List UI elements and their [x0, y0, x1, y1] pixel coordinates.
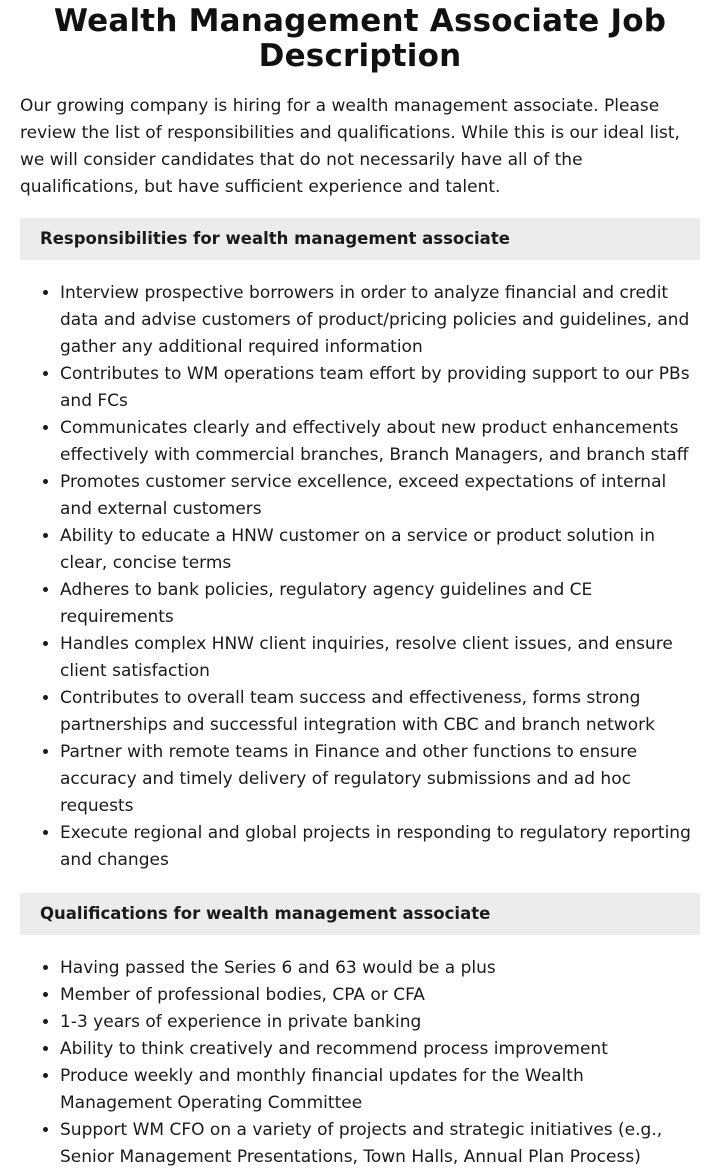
list-item: • Partner with remote teams in Finance and other functions to ensure accuracy and timely delivery of regulatory submissions and ad hoc requests	[60, 739, 700, 820]
list-item: • Contributes to WM operations team effort by providing support to our PBs and FCs	[60, 361, 700, 415]
responsibilities-heading: Responsibilities for wealth management associate	[20, 218, 700, 260]
intro-paragraph: Our growing company is hiring for a wealth management associate. Please review the list of responsibilities and qualifications. While this is our ideal list, we will consider candidates that do not necessarily have all of the qualifications, but have sufficient experience and talent.	[20, 96, 680, 197]
list-item: • Having passed the Series 6 and 63 would be a plus	[60, 955, 700, 982]
list-item: • Adheres to bank policies, regulatory agency guidelines and CE requirements	[60, 577, 700, 631]
qualifications-list	[20, 955, 700, 1171]
list-item: • Ability to educate a HNW customer on a service or product solution in clear, concise terms	[60, 523, 700, 577]
qualifications-heading: Qualifications for wealth management associate	[20, 893, 700, 935]
list-item: • 1-3 years of experience in private banking	[60, 1009, 700, 1036]
list-item: • Ability to think creatively and recommend process improvement	[60, 1036, 700, 1063]
list-item: • Contributes to overall team success and effectiveness, forms strong partnerships and successful integration with CBC and branch network	[60, 685, 700, 739]
list-item: • Promotes customer service excellence, exceed expectations of internal and external customers	[60, 469, 700, 523]
list-item: • Support WM CFO on a variety of projects and strategic initiatives (e.g., Senior Management Presentations, Town Halls, Annual Plan Process)	[60, 1117, 700, 1171]
list-item: • Execute regional and global projects in responding to regulatory reporting and changes	[60, 820, 700, 874]
list-item: • Produce weekly and monthly financial updates for the Wealth Management Operating Committee	[60, 1063, 700, 1117]
list-item: • Member of professional bodies, CPA or CFA	[60, 982, 700, 1009]
list-item: • Handles complex HNW client inquiries, resolve client issues, and ensure client satisfaction	[60, 631, 700, 685]
list-item: • Communicates clearly and effectively about new product enhancements effectively with commercial branches, Branch Managers, and branch staff	[60, 415, 700, 469]
list-item: • Interview prospective borrowers in order to analyze financial and credit data and advise customers of product/pricing policies and guidelines, and gather any additional required information	[60, 280, 700, 361]
page-title: Wealth Management Associate Job Description	[53, 3, 667, 74]
responsibilities-list	[20, 280, 700, 874]
